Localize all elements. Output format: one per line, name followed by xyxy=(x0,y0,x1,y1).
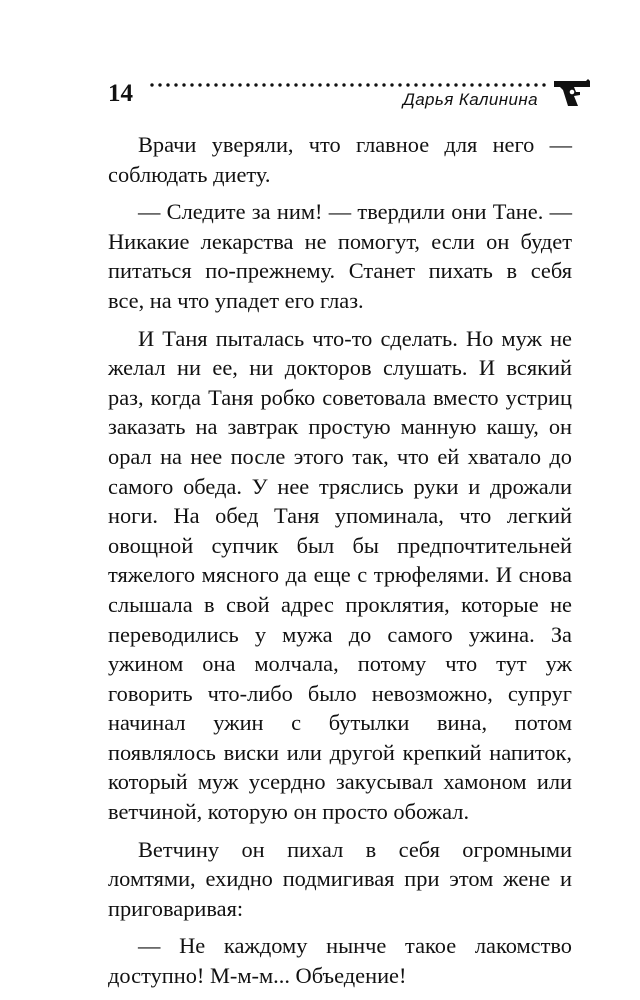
paragraph: — Не каждому нынче такое лакомство доступно! М-м-м... Объедение! xyxy=(108,933,572,989)
author-name: Дарья Калинина xyxy=(402,90,538,109)
paragraph: Врачи уверяли, что главное для него — соблюдать диету. xyxy=(108,132,572,187)
page-number: 14 xyxy=(108,80,133,107)
paragraph: — Следите за ним! — твердили они Тане. — Никакие лекарства не помогут, если он будет питаться по-прежнему. Станет пихать в себя все, на что упадет его глаз. xyxy=(108,199,572,313)
pistol-icon xyxy=(552,78,592,108)
paragraph: И Таня пыталась что-то сделать. Но муж не желал ни ее, ни докторов слушать. И всякий раз, когда Таня робко советовала вместо устриц заказать на завтрак простую манную кашу, он орал на нее после этого так, что ей хватало до самого обеда. У нее тряслись руки и дрожали ноги. На обед Таня упоминала, что легкий овощной супчик был бы предпочтительней тяжелого мясного да еще с трюфелями. И снова слышала в свой адрес проклятия, которые не переводились у мужа до самого ужина. За ужином она молчала, потому что тут уж говорить что-либо было невозможно, супруг начинал ужин с бутылки вина, потом появлялось виски или другой крепкий напиток, который муж усердно закусывал хамоном или ветчиной, которую он просто обожал. xyxy=(108,325,572,825)
paragraph: Ветчину он пихал в себя огромными ломтями, ехидно подмигивая при этом жене и приговаривая: xyxy=(108,836,572,921)
body-text xyxy=(108,130,572,999)
running-header xyxy=(108,78,596,118)
dotted-rule xyxy=(148,82,546,88)
